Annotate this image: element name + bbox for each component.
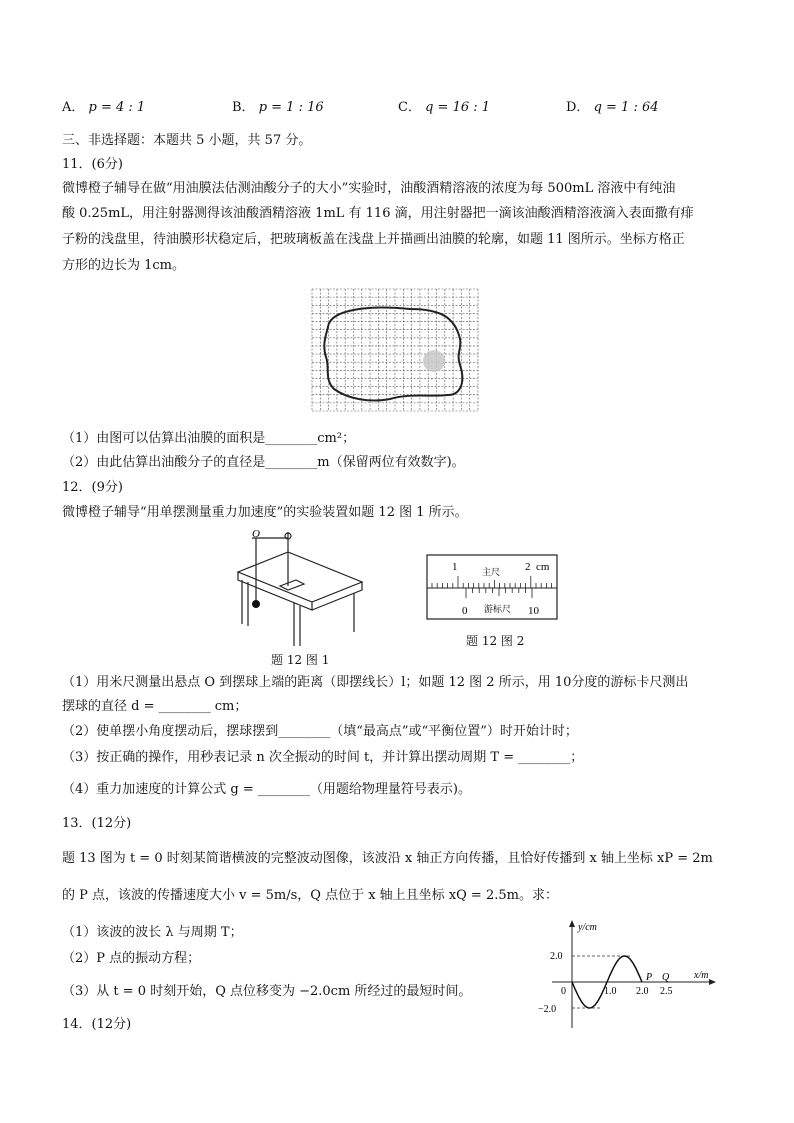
ruler-vernier-10: 10 bbox=[528, 605, 539, 617]
graph-origin: 0 bbox=[561, 986, 566, 997]
q12-sub-3: （3）按正确的操作，用秒表记录 n 次全振动的时间 t，并计算出摆动周期 T = ________； bbox=[62, 750, 584, 765]
ruler-main-1: 1 bbox=[452, 561, 458, 573]
shaded-spot bbox=[423, 350, 445, 372]
q13-header: 13．(12分) bbox=[62, 816, 132, 831]
graph-x3: 2.5 bbox=[660, 986, 673, 997]
ruler-vernier-label: 游标尺 bbox=[484, 604, 512, 614]
graph-y-pos: 2.0 bbox=[550, 951, 563, 962]
q11-text-2: 酸 0.25mL，用注射器测得该油酸酒精溶液 1mL 有 116 滴，用注射器把一滴该油酸酒精溶液滴入表面撒有痱 bbox=[62, 206, 694, 221]
vernier-caliper-figure bbox=[426, 554, 558, 620]
fig1-label-o: O bbox=[252, 528, 260, 540]
fig12-2-caption: 题 12 图 2 bbox=[466, 634, 525, 648]
q12-sub-2: （2）使单摆小角度摆动后，摆球摆到________（填“最高点”或“平衡位置”）时开始计时； bbox=[62, 724, 578, 739]
q13-sub-3: （3）从 t = 0 时刻开始，Q 点位移变为 −2.0cm 所经过的最短时间。 bbox=[62, 984, 472, 999]
graph-q: Q bbox=[662, 972, 670, 983]
wave-graph-figure bbox=[532, 918, 724, 1030]
ruler-vernier-0: 0 bbox=[462, 605, 468, 617]
option-a: A． p = 4 : 1 bbox=[62, 100, 146, 115]
q12-text-1: 微博橙子辅导“用单摆测量重力加速度”的实验装置如题 12 图 1 所示。 bbox=[62, 505, 468, 520]
q11-header: 11．(6分) bbox=[62, 157, 123, 172]
q11-text-1: 微博橙子辅导在做“用油膜法估测油酸分子的大小”实验时，油酸酒精溶液的浓度为每 500mL 溶液中有纯油 bbox=[62, 181, 676, 196]
graph-ylabel: y/cm bbox=[578, 922, 597, 933]
q12-sub-1b: 摆球的直径 d = ________ cm； bbox=[62, 699, 248, 714]
q13-text-2: 的 P 点，该波的传播速度大小 v = 5m/s，Q 点位于 x 轴上且坐标 xQ = 2.5m。求： bbox=[62, 888, 558, 903]
option-b: B． p = 1 : 16 bbox=[232, 100, 324, 115]
q13-sub-2: （2）P 点的振动方程； bbox=[62, 951, 201, 966]
option-d: D． q = 1 : 64 bbox=[566, 100, 659, 115]
q14-header: 14．(12分) bbox=[62, 1017, 132, 1032]
q13-sub-1: （1）该波的波长 λ 与周期 T； bbox=[62, 925, 243, 940]
q11-sub-2: （2）由此估算出油酸分子的直径是________m（保留两位有效数字)。 bbox=[62, 455, 465, 470]
q12-sub-4: （4）重力加速度的计算公式 g = ________（用题给物理量符号表示)。 bbox=[62, 782, 471, 797]
ruler-main-unit: cm bbox=[536, 561, 550, 573]
q11-text-3: 子粉的浅盘里，待油膜形状稳定后，把玻璃板盖在浅盘上并描画出油膜的轮廓，如题 11 图所示。坐标方格正 bbox=[62, 232, 685, 247]
option-c: C． q = 16 : 1 bbox=[398, 100, 491, 115]
q12-header: 12．(9分) bbox=[62, 480, 123, 495]
fig12-1-caption: 题 12 图 1 bbox=[271, 653, 330, 667]
pendulum-apparatus-figure bbox=[234, 528, 364, 646]
ruler-main-2: 2 bbox=[525, 561, 531, 573]
graph-xlabel: x/m bbox=[694, 970, 709, 981]
q11-sub-1: （1）由图可以估算出油膜的面积是________cm²； bbox=[62, 431, 356, 446]
section-heading: 三、非选择题：本题共 5 小题，共 57 分。 bbox=[62, 133, 312, 148]
oil-film-grid-figure bbox=[310, 287, 480, 413]
q11-text-4: 方形的边长为 1cm。 bbox=[62, 258, 186, 273]
graph-x2: 2.0 bbox=[636, 986, 649, 997]
ruler-main-label: 主尺 bbox=[482, 567, 501, 577]
q12-sub-1a: （1）用米尺测量出悬点 O 到摆球上端的距离（即摆线长）l；如题 12 图 2 所示，用 10分度的游标卡尺测出 bbox=[62, 675, 689, 690]
graph-y-neg: −2.0 bbox=[538, 1004, 557, 1015]
graph-x1: 1.0 bbox=[604, 986, 617, 997]
q13-text-1: 题 13 图为 t = 0 时刻某简谐横波的完整波动图像，该波沿 x 轴正方向传播，且恰好传播到 x 轴上坐标 xP = 2m bbox=[62, 851, 713, 866]
graph-p: P bbox=[646, 972, 653, 983]
